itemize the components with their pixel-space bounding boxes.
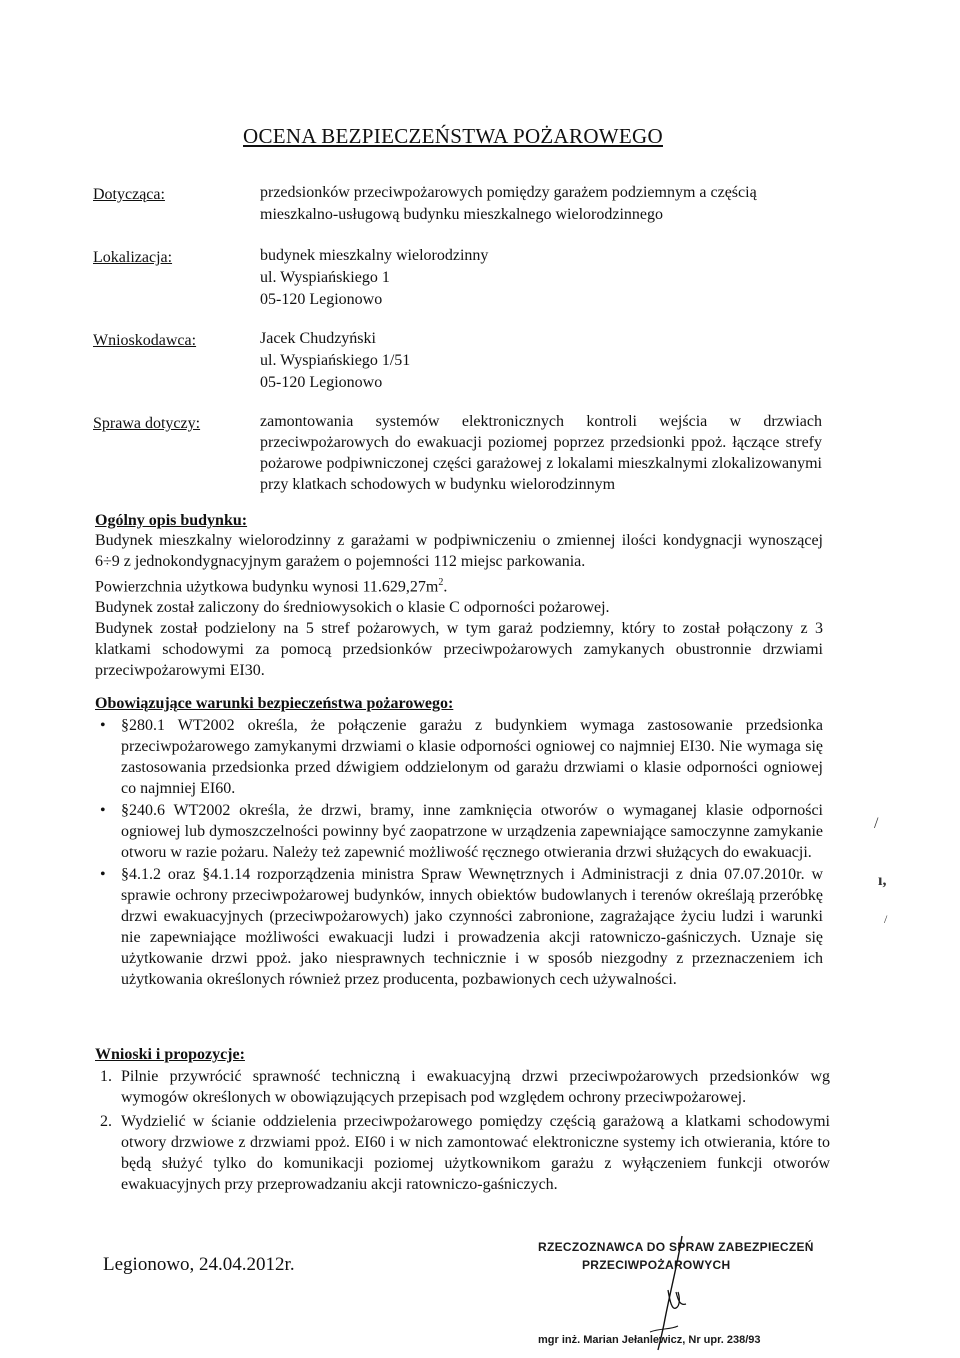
warunki-item bbox=[95, 800, 823, 863]
lokalizacja-line: budynek mieszkalny wielorodzinny bbox=[260, 247, 489, 264]
wnioski-heading: Wnioski i propozycje: bbox=[95, 1046, 245, 1063]
wnioskodawca-line: 05-120 Legionowo bbox=[260, 374, 383, 391]
place-date: Legionowo, 24.04.2012r. bbox=[103, 1254, 295, 1275]
wnioski-item-text: Wydzielić w ścianie oddzielenia przeciwpożarowego pomiędzy częścią garażową a klatkami schodowymi otwory drzwiowe z drzwiami ppoż. EI60 i w nich zamontować elektroniczne systemy ich otwierania, które to będą służyć tylko do komunikacji poziomej użytkownikom garażu z wyłączeniem funkcji otworów ewakuacyjnych przy przeprowadzaniu akcji ratowniczo-gaśniczych. bbox=[121, 1113, 830, 1193]
margin-mark: / bbox=[884, 912, 888, 926]
lokalizacja-line: ul. Wyspiańskiego 1 bbox=[260, 269, 390, 286]
opis-area-paragraph bbox=[95, 572, 823, 597]
warunki-item bbox=[95, 715, 823, 799]
warunki-list bbox=[95, 715, 823, 991]
warunki-item-text: §240.6 WT2002 określa, że drzwi, bramy, inne zamknięcia otworów o wymaganej klasie odporności ogniowej lub dymoszczelności powinny być zaopatrzone w urządzenia zapewniające samoczynne zamykanie otworu w razie pożaru. Należy też zapewnić możliwość ręcznego otwierania drzwi służących do ewakuacji. bbox=[121, 802, 823, 861]
stamp-line: PRZECIWPOŻAROWYCH bbox=[582, 1258, 731, 1272]
opis-body bbox=[95, 530, 823, 681]
wnioskodawca-line: Jacek Chudzyński bbox=[260, 330, 376, 347]
wnioskodawca-label: Wnioskodawca: bbox=[93, 332, 197, 349]
opis-paragraph: Budynek został zaliczony do średniowysokich o klasie C odporności pożarowej. bbox=[95, 599, 610, 617]
dotyczaca-value bbox=[260, 182, 757, 226]
margin-mark: / bbox=[874, 815, 879, 832]
dotyczaca-label: Dotycząca: bbox=[93, 186, 165, 203]
lokalizacja-label: Lokalizacja: bbox=[93, 249, 173, 266]
sprawa-text: zamontowania systemów elektronicznych kontroli wejścia w drzwiach przeciwpożarowych do ewakuacji poziomej poprzez przedsionki ppoż. łączące strefy pożarowe podpiwniczonej części garażowej z lokalami mieszkalnymi zlokalizowanymi przy klatkach schodowych w budynku wielorodzinnym bbox=[260, 413, 822, 493]
warunki-item-text: §4.1.2 oraz §4.1.14 rozporządzenia ministra Spraw Wewnętrznych i Administracji z dnia 07.07.2010r. w sprawie ochrony przeciwpożarowej budynków, innych obiektów budowlanych i terenów określają przeróbkę drzwi ewakuacyjnych (przeciwpożarowych) jako czynności zabronione, zagrażające życiu ludzi i warunki nie zapewniające możliwości ewakuacji ludzi i prowadzenia akcji ratowniczo-gaśniczych. Uznaje się użytkowanie drzwi ppoż. jako niesprawnych technicznie i w sposób niezgodny z przeznaczeniem ich użytkowania określonych również przez producenta, pozbawionych cech używalności. bbox=[121, 866, 823, 988]
warunki-heading: Obowiązujące warunki bezpieczeństwa pożarowego: bbox=[95, 695, 454, 712]
warunki-item-text: §280.1 WT2002 określa, że połączenie garażu z budynkiem wymaga zastosowanie przedsionka przeciwpożarowego zamykanymi drzwiami o klasie odporności ogniowej co najmniej EI30. Nie wymaga się zastosowania przedsionka przed dźwigiem oddzielonym od garażu drzwiami o klasie odporności ogniowej co najmniej EI60. bbox=[121, 717, 823, 797]
opis-paragraph: Budynek mieszkalny wielorodzinny z garażami w podpiwniczeniu o zmiennej ilości kondygnacji wynoszącej 6÷9 z jednokondygnacyjnym garażem o pojemności 112 miejsc parkowania. bbox=[95, 532, 823, 570]
wnioski-item bbox=[95, 1111, 830, 1195]
opis-area-suffix: . bbox=[443, 578, 448, 596]
opis-area-sup: 2 bbox=[438, 577, 444, 588]
margin-mark: ı, bbox=[878, 872, 887, 889]
opis-area-text: Powierzchnia użytkowa budynku wynosi 11.629,27m bbox=[95, 578, 439, 596]
wnioskodawca-line: ul. Wyspiańskiego 1/51 bbox=[260, 352, 411, 369]
wnioski-item bbox=[95, 1066, 830, 1108]
bullet-icon: • bbox=[100, 717, 106, 734]
lokalizacja-line: 05-120 Legionowo bbox=[260, 291, 383, 308]
stamp-line: RZECZOZNAWCA DO SPRAW ZABEZPIECZEŃ bbox=[538, 1240, 814, 1254]
wnioski-list bbox=[95, 1066, 830, 1198]
wnioskodawca-value bbox=[260, 328, 410, 394]
warunki-item bbox=[95, 864, 823, 990]
wnioski-item-number: 2. bbox=[100, 1113, 112, 1130]
sprawa-label: Sprawa dotyczy: bbox=[93, 415, 201, 432]
bullet-icon: • bbox=[100, 866, 106, 883]
bullet-icon: • bbox=[100, 802, 106, 819]
document-title: OCENA BEZPIECZEŃSTWA POŻAROWEGO bbox=[243, 124, 663, 148]
lokalizacja-value bbox=[260, 245, 488, 311]
wnioski-item-text: Pilnie przywrócić sprawność techniczną i ewakuacyjną drzwi przeciwpożarowych przedsionków wg wymogów określonych w obowiązujących przepisach pod względem ochrony przeciwpożarowej. bbox=[121, 1068, 830, 1106]
opis-paragraph: Budynek został podzielony na 5 stref pożarowych, w tym garaż podziemny, który to został połączony z 3 klatkami schodowymi za pomocą przedsionków przeciwpożarowych zamykanych obustronnie drzwiami przeciwpożarowymi EI30. bbox=[95, 620, 823, 680]
dotyczaca-line: przedsionków przeciwpożarowych pomiędzy garażem podziemnym a częścią bbox=[260, 184, 757, 201]
opis-heading: Ogólny opis budynku: bbox=[95, 512, 248, 529]
wnioski-item-number: 1. bbox=[100, 1068, 112, 1085]
stamp-line: mgr inż. Marian Jełanlewicz, Nr upr. 238/93 bbox=[538, 1334, 761, 1346]
dotyczaca-line: mieszkalno-usługową budynku mieszkalnego wielorodzinnego bbox=[260, 206, 664, 223]
